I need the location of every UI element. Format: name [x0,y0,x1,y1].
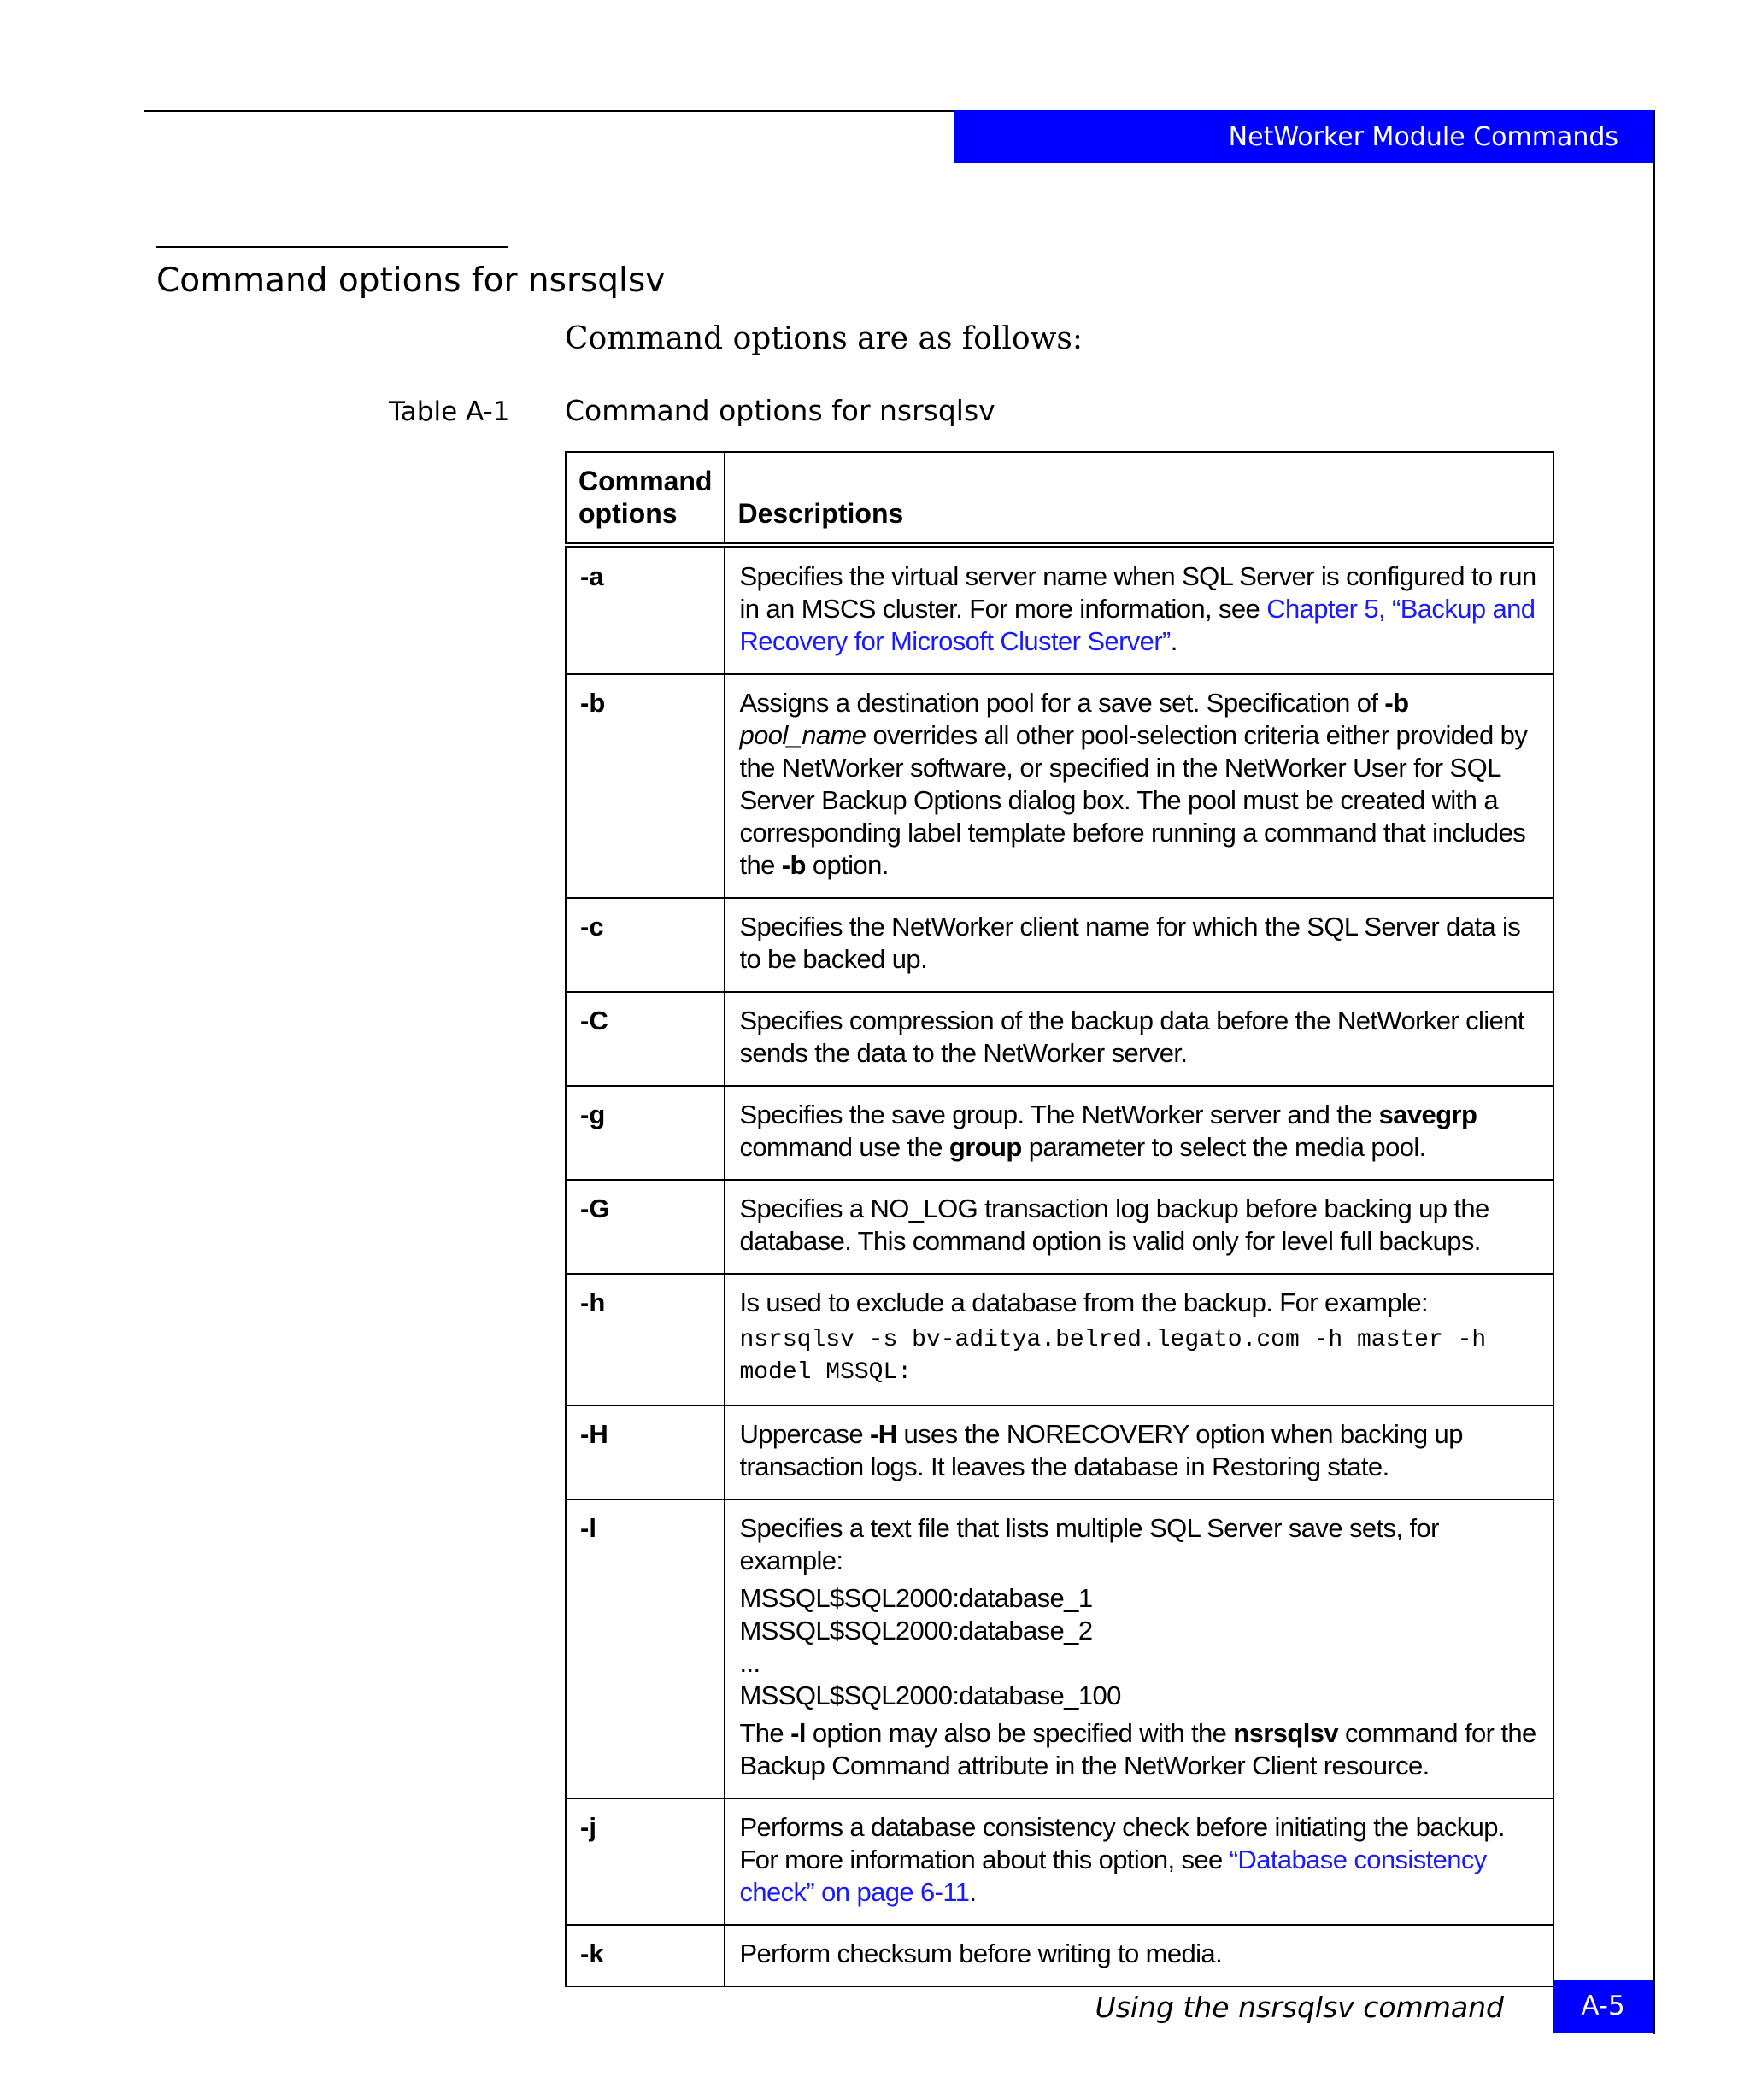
table-row [566,1274,1553,1405]
section-title: Command options for nsrsqlsv [156,261,666,300]
list-item: ... [739,1648,760,1678]
page-number: A-5 [1581,1991,1625,2021]
table-row [566,1925,1553,1986]
table-row [566,1086,1553,1180]
table-row [566,992,1553,1086]
table-row [566,545,1553,674]
table-label: Table A-1 [389,396,510,427]
description-cell: Specifies compression of the backup data before the NetWorker client sends the data to the NetWorker server. [725,992,1553,1086]
option-cell: -h [566,1274,725,1405]
list-item: MSSQL$SQL2000:database_100 [739,1681,1121,1710]
table-row [566,1499,1553,1798]
description-cell: Specifies a text file that lists multiple SQL Server save sets, for example: MSSQL$SQL2000:database_1 MSSQL$SQL2000:database_2 ... MSSQL$SQL2000:database_100 The -l option may also be specified with the nsrsqlsv command for the Backup Command attribute in the NetWorker Client resource. [725,1499,1553,1798]
option-cell: -l [566,1499,725,1798]
column-header-descriptions: Descriptions [725,452,1553,545]
chapter-header-title: NetWorker Module Commands [1228,121,1618,152]
chapter-5-link[interactable]: Chapter 5, “Backup and Recovery for Microsoft Cluster Server” [739,594,1536,656]
page-number-box [1553,1980,1653,2033]
chapter-header-banner [954,110,1654,163]
description-cell: Specifies the NetWorker client name for which the SQL Server data is to be backed up. [725,898,1553,992]
consistency-check-link[interactable]: “Database consistency check” on page 6-11 [739,1845,1487,1907]
description-cell: Specifies the virtual server name when SQL Server is configured to run in an MSCS cluster. For more information, see Chapter 5, “Backup and Recovery for Microsoft Cluster Server”. [725,545,1553,674]
option-cell: -b [566,674,725,898]
right-margin-rule [1653,110,1655,2034]
table-row [566,674,1553,898]
option-cell: -g [566,1086,725,1180]
description-cell: Specifies a NO_LOG transaction log backup before backing up the database. This command option is valid only for level full backups. [725,1180,1553,1274]
command-options-table [565,451,1554,1987]
option-cell: -j [566,1798,725,1925]
description-cell: Specifies the save group. The NetWorker server and the savegrp command use the group parameter to select the media pool. [725,1086,1553,1180]
footer-section-title: Using the nsrsqlsv command [1095,1991,1504,2024]
list-item: MSSQL$SQL2000:database_2 [739,1616,1093,1645]
column-header-options: Command options [566,452,725,545]
description-cell: Is used to exclude a database from the backup. For example: nsrsqlsv -s bv-aditya.belred.legato.com -h master -h model MSSQL: [725,1274,1553,1405]
description-cell: Assigns a destination pool for a save set. Specification of -b pool_name overrides all other pool-selection criteria either provided by the NetWorker software, or specified in the NetWorker User for SQL Server Backup Options dialog box. The pool must be created with a corresponding label template before running a command that includes the -b option. [725,674,1553,898]
table-title: Command options for nsrsqlsv [565,394,995,427]
code-example: nsrsqlsv -s bv-aditya.belred.legato.com -h master -h model MSSQL: [739,1327,1487,1386]
option-cell: -a [566,545,725,674]
option-cell: -H [566,1405,725,1499]
list-item: MSSQL$SQL2000:database_1 [739,1583,1093,1613]
table-row [566,1798,1553,1925]
table-header-row [566,452,1553,545]
description-cell: Perform checksum before writing to media. [725,1925,1553,1986]
section-intro: Command options are as follows: [565,321,1083,356]
option-cell: -C [566,992,725,1086]
option-cell: -G [566,1180,725,1274]
option-cell: -c [566,898,725,992]
description-cell: Uppercase -H uses the NORECOVERY option when backing up transaction logs. It leaves the database in Restoring state. [725,1405,1553,1499]
table-row [566,1180,1553,1274]
table-row [566,1405,1553,1499]
section-rule [156,246,508,248]
save-set-list [739,1582,1541,1712]
description-cell: Performs a database consistency check before initiating the backup. For more information about this option, see “Database consistency check” on page 6-11. [725,1798,1553,1925]
option-cell: -k [566,1925,725,1986]
table-row [566,898,1553,992]
